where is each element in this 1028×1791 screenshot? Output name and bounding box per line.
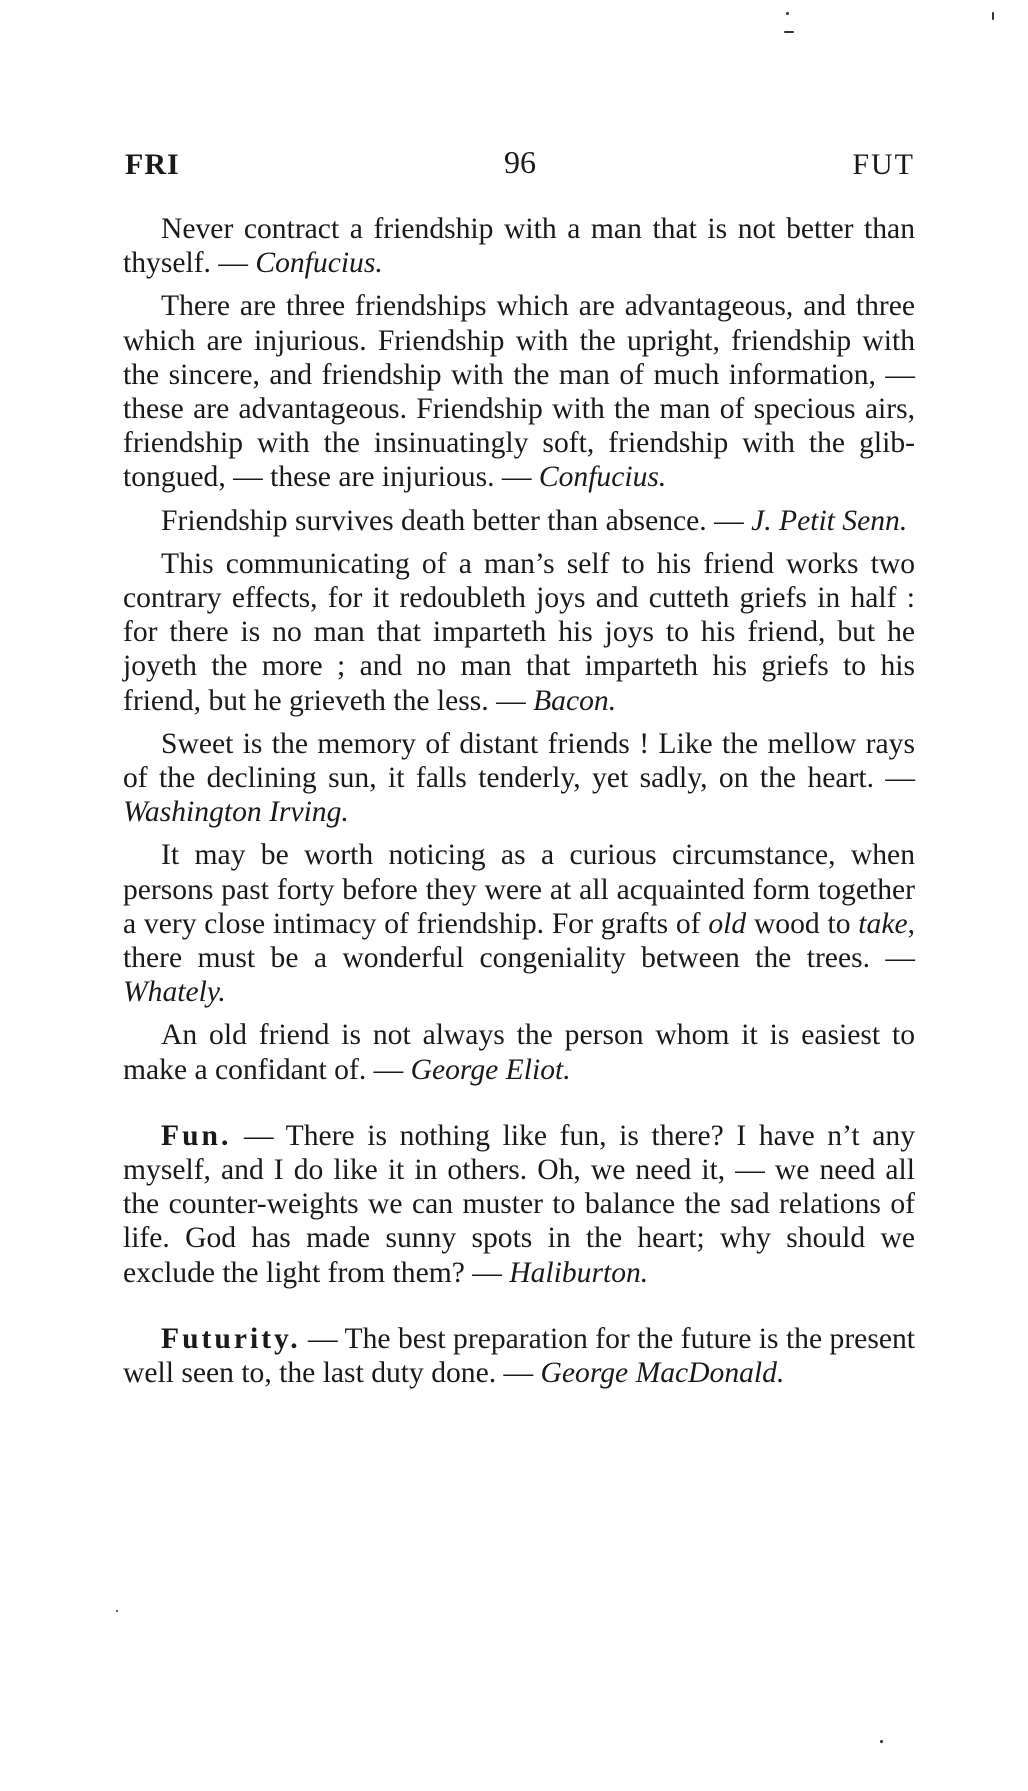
quote-text: There are three friendships which are advantageous, and three which are injurious. Friendship with the upright, friendship with the sincere, and friendship with the man of much information, — these are advantageous. Friendship with the man of specious airs, friendship with the insinuatingly soft, friendship with the glib-tongued, — these are injurious. — [123,290,915,494]
print-speck [992,12,994,20]
quote-author: Whately. [123,976,226,1009]
quote-author: Washington Irving. [123,796,349,829]
entry-headword: Futurity. [161,1322,301,1355]
dictionary-entry-futurity [123,1322,915,1390]
quote-text: Sweet is the memory of distant friends ! Like the mellow rays of the declining sun, it falls tenderly, yet sadly, on the heart. — [123,727,915,795]
quote-author: George MacDonald. [540,1357,785,1390]
emphasis-word: take [858,907,908,940]
quote-author: George Eliot. [410,1053,571,1086]
print-speck [784,31,794,33]
quote-paragraph [123,838,915,1009]
header-left-guideword: FRI [125,148,180,181]
quote-text: wood to [746,907,859,940]
quote-author: J. Petit Senn. [751,504,908,537]
page-number: 96 [504,144,536,180]
quote-text: Never contract a friendship with a man that is not better than thyself. — [123,213,915,280]
entry-text: — There is nothing like fun, is there? I have n’t any myself, and I do like it in others. Oh, we need it, — we need all the counter-weights we can muster to balance the sad relations of life. God has made sunny spots in the heart; why should we exclude the light from them? — [123,1119,915,1289]
quote-paragraph [123,289,915,494]
entry-headword: Fun. [161,1119,232,1152]
quote-author: Bacon. [533,684,617,717]
quote-text: It may be worth noticing as a curious circumstance, when persons past forty before they were at all acquainted form together a very close intimacy of friendship. For grafts of [123,839,915,940]
quote-author: Confucius. [538,461,667,494]
quote-author: Haliburton. [509,1256,649,1289]
entry-text: — The best preparation for the future is the present well seen to, the last duty done. — [123,1322,915,1390]
quote-paragraph [123,1018,915,1086]
quote-text: Friendship survives death better than absence. — [161,504,752,537]
quote-text: An old friend is not always the person whom it is easiest to make a confidant of. — [123,1019,915,1086]
quote-paragraph [123,727,915,830]
quote-text: This communicating of a man’s self to his friend works two contrary effects, for it redoubleth joys and cutteth griefs in half : for there is no man that imparteth his joys to his friend, but he joyeth the more ; and no man that imparteth his griefs to his friend, but he grieveth the less. — [123,547,915,717]
quote-author: Confucius. [255,247,383,280]
running-header [125,144,915,188]
emphasis-word: old [708,907,747,940]
print-speck [116,1610,118,1612]
print-speck [880,1740,883,1743]
quote-paragraph [123,547,915,718]
quote-paragraph [123,212,915,280]
quote-text: , there must be a wonderful congeniality between the trees. — [123,907,915,975]
print-speck [786,12,789,15]
dictionary-entry-fun [123,1119,915,1290]
body-text [123,212,915,1399]
quote-paragraph [123,504,915,538]
header-right-guideword: FUT [852,148,915,181]
